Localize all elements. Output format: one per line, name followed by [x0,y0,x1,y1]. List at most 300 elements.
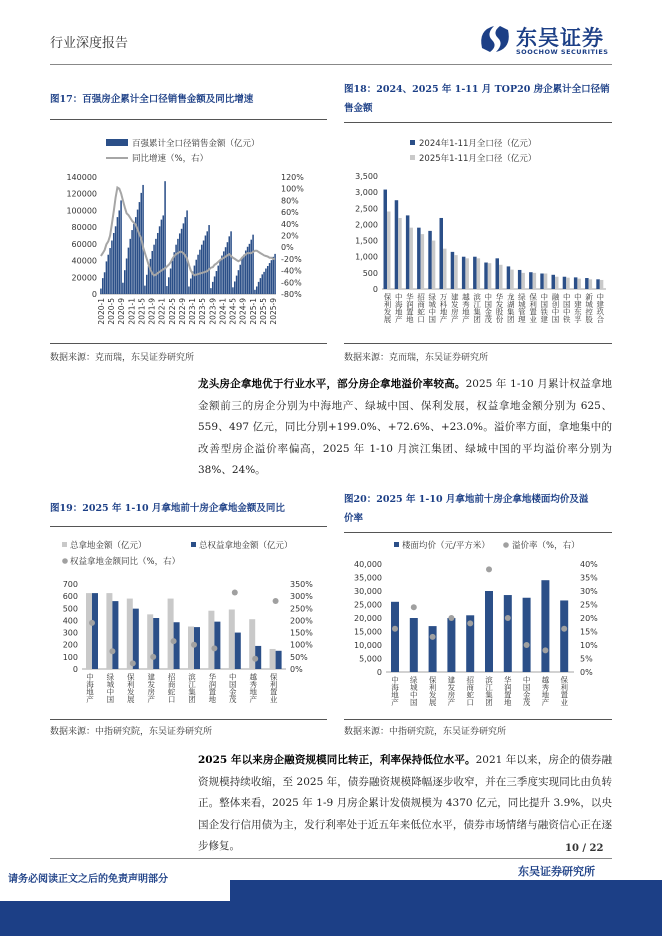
fig18-bar-2024 [496,258,500,289]
fig18-bar-2025 [432,241,436,289]
fig19-bar-total [127,599,133,669]
fig17-bar [227,242,229,294]
fig17-bar [133,224,135,294]
fig19-bottom-rule [50,719,327,720]
fig17-bar [144,286,146,294]
fig17-bar [153,245,155,294]
fig19-ytick-left: 500 [62,604,78,614]
fig17-bar [217,266,219,294]
fig18-bar-2025 [421,234,425,289]
fig17-bar [104,272,106,294]
fig17-title: 图17：百强房企累计全口径销售金额及同比增速 [50,94,254,105]
fig18-title-2: 售金额 [344,103,373,114]
fig19-top-rule [50,526,327,527]
fig18-bar-2025 [387,212,391,289]
fig20-category-label: 保利发展 [428,676,438,706]
fig17-bar [261,274,263,294]
fig19-ytick-right: 150% [290,628,313,638]
fig17-bar [232,287,234,294]
fig19-bar-equity [153,618,159,669]
fig20-bar-price [447,618,455,672]
fig19-legend-swatch-total [62,542,67,547]
fig18-source: 数据来源：克而瑞，东吴证券研究所 [344,353,489,363]
fig17-bar [267,266,269,294]
fig18-category-label: 万科地产 [439,293,448,323]
fig17-legend-sales: 百强累计全口径销售金额（亿元） [132,139,260,149]
fig17-bar [195,260,197,294]
fig17-top-rule [50,119,327,120]
fig17-bar [269,263,271,294]
fig20-ytick-left: 25,000 [354,600,382,610]
fig20-top-rule [344,532,612,533]
fig20-category-label: 保利置业 [559,676,569,706]
fig18-bar-2024 [417,228,421,289]
fig17-bar [258,282,260,294]
fig19-legend-swatch-equity [191,542,196,547]
fig17-bar [219,260,221,294]
fig17-bar [111,241,113,294]
fig17-bar [221,256,223,294]
fig20-premium-point [542,647,548,653]
fig17-ytick-right: -60% [281,278,302,288]
fig18-bar-2025 [465,258,469,289]
fig18-bar-2024 [507,266,511,289]
fig20-ytick-right: 35% [580,573,598,583]
fig17-xtick: 2022-1 [157,298,167,325]
fig20-legend-price: 楼面均价（元/平方米） [402,541,490,551]
fig17-bar [100,289,102,294]
fig20-ytick-left: 5,000 [359,654,382,664]
fig20-ytick-right: 20% [580,614,598,623]
paragraph-financing [198,750,612,858]
fig18-category-label: 保利发展 [383,293,392,323]
fig18-legend-swatch-2024 [410,140,415,145]
fig17-bar [252,235,254,294]
fig19-bar-equity [133,609,139,669]
fig19-bar-equity [214,622,220,669]
fig19-category-label: 中国金茂 [228,673,238,703]
fig19-yoy-point [171,638,177,644]
fig18-bar-2024 [473,257,477,289]
fig19-bar-total [147,614,153,669]
fig20-premium-point [430,634,436,640]
fig18-bar-2024 [406,215,410,289]
fig17-xtick: 2021-5 [137,298,147,325]
fig18-category-label: 绿城中国 [427,293,437,323]
fig20-bar-price [523,598,531,672]
soochow-logo-icon [476,20,514,58]
fig18-bar-2024 [395,200,399,289]
fig18-bar-2025 [488,263,492,289]
fig18-category-label: 中建玖合 [595,293,605,323]
fig19-yoy-point [150,654,156,660]
fig18-bar-2025 [510,270,514,289]
fig18-bar-2025 [589,279,593,289]
fig20-category-label: 中国金茂 [522,676,532,706]
fig18-category-label: 绿城管理 [517,293,527,323]
fig20-ytick-left: 40,000 [354,560,382,569]
disclaimer: 请务必阅读正文之后的免责声明部分 [8,874,168,885]
fig17-ytick-right: -20% [281,254,302,264]
fig18-bar-2025 [521,273,525,289]
fig17-xtick: 2020-9 [117,298,127,325]
logo-subtext: SOOCHOW SECURITIES [516,48,609,56]
fig17-ytick-left: 120000 [66,189,97,199]
fig17-bar [120,200,122,294]
fig17-bar [164,181,166,294]
fig20-bar-price [504,595,512,672]
fig18-title-1: 图18：2024、2025 年 1-11 月 TOP20 房企累计全口径销 [344,84,610,95]
fig19-category-label: 越秀地产 [248,673,258,703]
fig17-legend-yoy: 同比增速（%，右） [132,154,209,164]
fig17-bar [225,247,227,294]
fig18-category-label: 保利置业 [528,293,538,323]
fig17-bar [146,275,148,294]
fig18-category-label: 越秀地产 [461,293,471,323]
fig18-category-label: 建发房产 [450,293,460,323]
fig20-category-label: 中海地产 [390,676,400,706]
fig19-bar-total [208,611,214,669]
fig18-bar-2025 [600,280,604,289]
fig20-legend-swatch-price [394,542,399,547]
fig17-bar [168,277,170,294]
fig20-category-label: 越秀地产 [540,676,550,706]
fig20-legend-swatch-premium [503,542,509,548]
fig19-yoy-point [252,656,258,662]
fig19-ytick-right: 350% [290,580,313,589]
fig18-bar-2024 [428,231,432,289]
fig20-category-label: 绿城中国 [409,676,419,706]
fig17-bar [131,230,133,294]
fig17-xtick: 2023-9 [208,298,218,325]
fig18-category-label: 中国铁建 [539,293,549,323]
fig17-xtick: 2025-1 [248,298,258,325]
fig17-bar [201,245,203,294]
fig17-bar [238,270,240,294]
fig19-category-label: 保利发展 [126,673,136,703]
fig17-ytick-left: 0 [91,290,97,299]
paragraph-financing-lead: 2025 年以来房企融资规模同比转正，利率保持低位水平。 [198,754,476,766]
fig19-bar-equity [92,593,98,669]
fig19-source: 数据来源：中指研究院，东吴证券研究所 [50,727,213,737]
fig20-ytick-right: 10% [580,641,598,650]
fig20-ytick-right: 30% [580,587,598,596]
fig17-xtick: 2025-9 [269,298,278,325]
fig17-bar [159,226,161,294]
fig19-category-label: 华润置地 [207,673,217,703]
fig18-bar-2024 [518,270,522,289]
fig17-bar [205,236,207,295]
fig18-category-label: 华润置地 [405,293,415,323]
fig19-ytick-right: 0% [290,665,303,674]
fig18-bar-2025 [398,218,402,289]
fig20-premium-point [448,615,454,621]
fig20-ytick-left: 35,000 [354,573,382,583]
fig18-bar-2024 [462,257,466,289]
fig20-premium-point [505,615,511,621]
fig17-bar [210,288,212,294]
fig19-category-label: 滨江集团 [187,673,197,703]
fig17-bar [142,185,144,294]
fig17-xtick: 2023-5 [198,298,208,325]
fig17-bar [243,255,245,294]
fig18-chart [344,128,612,340]
fig18-category-label: 中国金茂 [483,293,493,323]
footer-rule [50,858,612,859]
fig19-title: 图19：2025 年 1-10 月拿地前十房企拿地金额及同比 [50,503,285,514]
fig17-xtick: 2025-5 [258,298,268,325]
report-type: 行业深度报告 [50,36,129,51]
fig20-category-label: 建发房产 [446,676,456,706]
fig18-legend-swatch-2025 [410,155,415,160]
fig19-yoy-point [191,642,197,648]
fig17-ytick-right: 120% [281,173,304,182]
fig17-ytick-left: 80000 [71,223,97,233]
fig19-category-label: 绿城中国 [105,673,115,703]
fig17-xtick: 2023-1 [188,298,198,325]
fig17-bar [260,278,262,294]
fig17-bar [236,276,238,294]
fig17-bar [271,260,273,294]
fig17-bar [249,244,251,294]
fig17-bar [190,279,192,294]
fig18-legend-2025: 2025年1-11月全口径（亿元） [419,154,537,164]
fig18-category-label: 华发股份 [495,293,504,323]
fig17-bar [250,240,252,294]
fig19-ytick-left: 400 [62,616,78,626]
fig19-category-label: 建发房产 [146,673,156,703]
fig17-bar [272,257,274,294]
fig17-bar [139,202,141,294]
fig19-bar-equity [235,633,241,669]
fig17-xtick: 2022-5 [167,298,177,325]
fig20-category-label: 滨江集团 [484,676,494,706]
fig17-bar [157,233,159,294]
fig20-premium-point [467,620,473,626]
fig17-bar [155,239,157,294]
fig20-category-label: 招商蛇口 [465,676,475,706]
fig17-xtick: 2021-1 [127,298,137,325]
paragraph-financing-body: 2021 年以来，房企的债券融资规模持续收缩，至 2025 年，债券融资规模降幅逐步收窄，并在三季度实现同比由负转正。整体来看，2025 年 1-9 月房企累计发债规模为 4370 亿元，同比提升 3.9%，以央国企发行信用债为主，发行利率处于近五年来低位水平，债券市场情绪与融资信心正在逐步修复。 [198,754,612,852]
fig17-bar [170,269,172,294]
fig20-ytick-left: 10,000 [354,641,382,650]
fig20-bottom-rule [344,719,612,720]
fig18-bar-2024 [540,274,544,289]
fig17-bar [113,233,115,294]
fig17-bar [274,254,276,294]
fig20-premium-point [411,604,417,610]
fig20-source: 数据来源：中指研究院，东吴证券研究所 [344,727,507,737]
fig19-ytick-left: 100 [62,652,78,662]
fig17-bar [126,258,128,294]
fig18-category-label: 滨江集团 [472,293,482,323]
paragraph-land-acquisition-body: 2025 年 1-10 月累计权益拿地金额前三的房企分别为中海地产、绿城中国、保利发展，权益拿地金额分别为 625、559、497 亿元，同比分别+199.0%、+72.6%、+23.0%。溢价率方面，拿地集中的改善型房企溢价率偏高，2025 年 1-10 月滨江集团、绿城中国的平均溢价率分别为 38%、24%。 [198,378,612,476]
fig17-bar [137,210,139,294]
fig19-ytick-right: 100% [290,640,313,650]
fig18-category-label: 中国中铁 [562,293,572,323]
fig20-premium-point [561,626,567,632]
fig17-xtick: 2022-9 [177,298,187,325]
fig17-ytick-left: 140000 [66,173,97,182]
fig18-category-label: 龙湖集团 [506,293,516,323]
fig19-ytick-left: 300 [62,628,78,638]
fig17-bar [203,241,205,294]
fig17-bar [194,266,196,294]
fig17-xtick: 2024-5 [228,298,238,325]
fig19-yoy-point [232,590,238,596]
fig20-ytick-right: 15% [580,627,598,637]
fig17-ytick-left: 100000 [66,206,97,216]
fig20-ytick-right: 25% [580,600,598,610]
header-rule [50,64,612,65]
paragraph-land-acquisition [198,374,612,482]
fig20-bar-price [429,626,437,672]
fig19-yoy-point [211,645,217,651]
fig18-ytick: 3,000 [355,188,378,198]
fig17-ytick-left: 40000 [71,256,97,266]
fig20-bar-price [560,600,568,672]
fig18-bar-2024 [440,218,444,289]
fig19-yoy-point [89,620,95,626]
fig20-ytick-left: 30,000 [354,587,382,596]
fig17-bar [183,223,185,294]
fig17-bar [228,236,230,294]
fig18-bar-2024 [451,252,455,289]
fig18-bar-2025 [443,249,447,289]
fig19-chart [50,532,330,718]
fig19-legend-yoy: 权益拿地金额同比（%，右） [70,557,181,567]
fig18-bar-2024 [384,190,388,289]
fig17-bar [117,217,119,294]
fig18-bar-2025 [477,258,481,289]
fig20-bar-price [410,618,418,672]
fig18-legend-2024: 2024年1-11月全口径（亿元） [419,139,537,149]
fig18-category-label: 中建东孚 [573,293,583,323]
fig17-ytick-right: -80% [281,290,302,299]
fig17-bar [216,271,218,294]
fig20-bar-price [391,602,399,672]
fig20-ytick-right: 5% [580,654,593,664]
fig17-bar [230,231,232,294]
fig19-legend-equity: 总权益拿地金额（亿元） [199,541,293,551]
fig18-bar-2025 [566,278,570,289]
fig18-category-label: 融创中国 [551,293,560,323]
fig19-ytick-left: 700 [62,580,78,589]
fig18-ytick: 0 [372,285,378,294]
fig17-ytick-right: 80% [281,196,299,206]
fig17-bar [129,239,131,294]
fig18-bar-2025 [499,265,503,289]
fig17-bar [162,215,164,294]
fig19-bar-total [229,610,235,670]
fig17-bar [150,259,152,294]
fig18-category-label: 新城控股 [584,293,594,323]
fig17-bar [245,251,247,294]
fig17-bar [107,255,109,294]
fig19-ytick-left: 0 [72,665,78,674]
fig17-bar [124,270,126,294]
fig17-ytick-right: 100% [281,184,304,194]
fig17-bar [206,231,208,294]
fig18-bar-2024 [585,278,589,289]
fig17-bar [179,233,181,294]
footer-org: 东吴证券研究所 [518,865,595,878]
fig20-premium-point [486,566,492,572]
fig19-bar-total [86,593,92,669]
fig19-bar-total [106,593,112,669]
fig17-ytick-left: 60000 [71,239,97,249]
fig19-category-label: 中海地产 [85,673,95,703]
fig20-ytick-left: 15,000 [354,627,382,637]
fig18-bar-2025 [555,277,559,289]
page-number: 10 / 22 [565,843,604,854]
fig20-category-label: 华润置地 [503,676,513,706]
fig19-yoy-point [273,598,279,604]
fig17-bar [256,286,258,294]
fig19-ytick-left: 600 [62,592,78,602]
fig19-bar-total [168,599,174,669]
fig17-xtick: 2020-1 [97,298,106,325]
fig19-bar-equity [174,622,180,669]
fig18-bar-2024 [552,275,556,289]
fig19-legend-total: 总拿地金额（亿元） [70,541,147,551]
fig18-bar-2024 [563,277,567,289]
fig17-bar [188,286,190,294]
fig17-source: 数据来源：克而瑞，东吴证券研究所 [50,353,195,363]
fig17-bottom-rule [50,343,327,344]
fig19-legend-swatch-yoy [62,558,68,564]
fig19-ytick-right: 300% [290,592,313,602]
fig17-ytick-right: -40% [281,266,302,276]
fig19-bar-equity [276,651,282,669]
fig18-ytick: 2,500 [355,204,378,214]
logo-text: 东吴证券 [516,26,604,50]
fig19-bar-equity [194,627,200,669]
fig17-legend-swatch-sales [106,139,128,146]
fig20-title-2: 价率 [344,513,364,524]
fig17-bar [115,226,117,294]
fig20-premium-point [392,626,398,632]
fig18-bar-2024 [596,279,600,289]
fig20-legend-premium: 溢价率（%，右） [512,541,580,551]
fig17-bar [186,210,188,294]
fig17-bar [172,261,174,294]
fig17-ytick-right: 40% [281,219,299,229]
fig19-category-label: 招商蛇口 [167,673,177,703]
fig17-bar [161,220,163,294]
paragraph-land-acquisition-lead: 龙头房企拿地优于行业水平，部分房企拿地溢价率较高。 [198,378,466,390]
fig20-bar-price [541,580,549,672]
fig18-ytick: 1,000 [355,252,378,262]
fig17-bar [128,248,130,294]
fig18-bar-2025 [577,279,581,289]
fig17-bar [234,281,236,294]
fig17-ytick-left: 20000 [71,273,97,283]
fig18-bottom-rule [344,343,612,344]
fig18-ytick: 2,000 [355,220,378,230]
fig20-bar-price [485,591,493,672]
fig17-chart [50,125,330,340]
fig17-bar [199,250,201,294]
fig17-bar [122,283,124,294]
fig17-bar [181,229,183,294]
fig18-top-rule [344,122,612,123]
fig17-bar [265,269,267,294]
fig17-bar [118,210,120,294]
fig17-bar [102,278,104,294]
fig19-ytick-right: 250% [290,604,313,614]
fig17-bar [254,290,256,294]
